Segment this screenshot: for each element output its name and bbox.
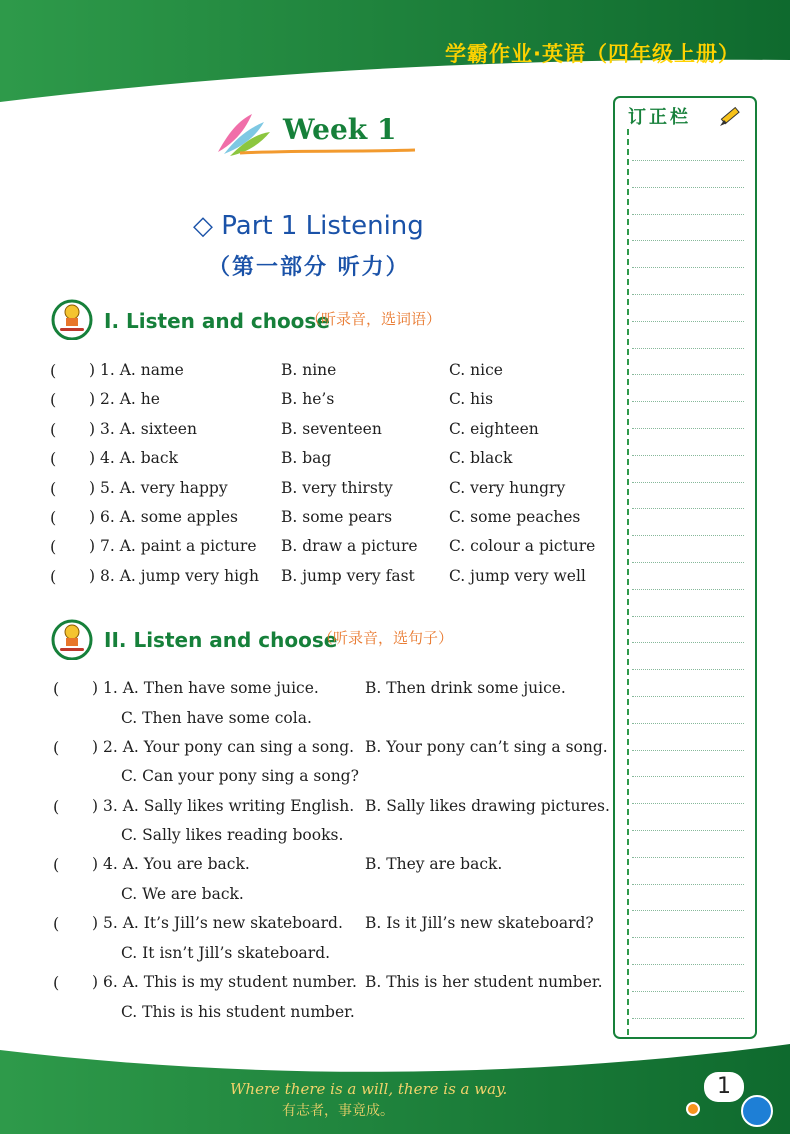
- question-option-b: B. some pears: [281, 508, 393, 526]
- section-2-title: II. Listen and choose: [104, 628, 338, 652]
- correction-line: [632, 160, 744, 161]
- correction-line: [632, 830, 744, 831]
- question-option-b: B. Then drink some juice.: [365, 679, 566, 697]
- correction-line: [632, 616, 744, 617]
- question-option-a: ) 6. A. some apples: [89, 508, 238, 526]
- correction-line: [632, 884, 744, 885]
- section-1-subtitle: （听录音，选词语）: [306, 310, 442, 328]
- correction-label: 订正栏: [628, 107, 691, 128]
- skateboard-kid-icon: [50, 296, 94, 340]
- answer-bracket-open: (: [50, 567, 57, 586]
- correction-line: [632, 214, 744, 215]
- question-option-a: ) 2. A. he: [89, 390, 160, 408]
- question-option-b: B. seventeen: [281, 420, 382, 438]
- section-1-title: I. Listen and choose: [104, 309, 330, 333]
- correction-line: [632, 723, 744, 724]
- question-option-c: C. nice: [449, 361, 503, 379]
- correction-line: [632, 857, 744, 858]
- question-option-c: C. very hungry: [449, 479, 566, 497]
- motto-english: Where there is a will, there is a way.: [230, 1080, 508, 1098]
- question-option-b: B. he’s: [281, 390, 335, 408]
- correction-line: [632, 589, 744, 590]
- correction-line: [632, 482, 744, 483]
- correction-line: [632, 696, 744, 697]
- correction-line: [632, 964, 744, 965]
- answer-bracket-open: (: [50, 479, 57, 498]
- question-option-b: B. draw a picture: [281, 537, 418, 555]
- answer-bracket-open: (: [50, 537, 57, 556]
- answer-bracket-open: (: [50, 390, 57, 409]
- question-option-a: ) 5. A. very happy: [89, 479, 228, 497]
- correction-line: [632, 321, 744, 322]
- correction-line: [632, 348, 744, 349]
- answer-bracket-open: (: [53, 797, 60, 816]
- question-option-b: B. They are back.: [365, 855, 503, 873]
- correction-line: [632, 669, 744, 670]
- correction-line: [632, 508, 744, 509]
- skateboard-kid-icon: [50, 616, 94, 660]
- question-option-b: B. bag: [281, 449, 332, 467]
- answer-bracket-open: (: [53, 855, 60, 874]
- question-option-a: ) 8. A. jump very high: [89, 567, 259, 585]
- correction-line: [632, 776, 744, 777]
- correction-line: [632, 187, 744, 188]
- correction-line: [632, 750, 744, 751]
- question-option-c: C. eighteen: [449, 420, 539, 438]
- answer-bracket-open: (: [50, 420, 57, 439]
- correction-line: [632, 267, 744, 268]
- question-option-a: ) 4. A. You are back.: [92, 855, 250, 873]
- question-option-c: C. Can your pony sing a song?: [121, 767, 359, 785]
- motto-chinese: 有志者，事竟成。: [282, 1103, 394, 1119]
- answer-bracket-open: (: [50, 361, 57, 380]
- question-option-a: ) 3. A. Sally likes writing English.: [92, 797, 355, 815]
- answer-bracket-open: (: [53, 973, 60, 992]
- question-option-a: ) 5. A. It’s Jill’s new skateboard.: [92, 914, 343, 932]
- question-option-a: ) 4. A. back: [89, 449, 178, 467]
- question-option-a: ) 1. A. Then have some juice.: [92, 679, 319, 697]
- question-option-b: B. This is her student number.: [365, 973, 603, 991]
- question-option-c: C. We are back.: [121, 885, 244, 903]
- pencil-icon: [717, 100, 745, 128]
- correction-panel: [612, 95, 758, 1040]
- dot-decoration: [686, 1102, 700, 1116]
- correction-line: [632, 428, 744, 429]
- question-option-b: B. Sally likes drawing pictures.: [365, 797, 610, 815]
- correction-line: [632, 937, 744, 938]
- question-option-c: C. jump very well: [449, 567, 586, 585]
- question-option-c: C. black: [449, 449, 513, 467]
- correction-line: [632, 535, 744, 536]
- correction-line: [632, 401, 744, 402]
- question-option-a: ) 1. A. name: [89, 361, 184, 379]
- question-option-c: C. Sally likes reading books.: [121, 826, 344, 844]
- question-option-b: B. nine: [281, 361, 337, 379]
- question-option-c: C. his: [449, 390, 494, 408]
- correction-line: [632, 991, 744, 992]
- question-option-a: ) 6. A. This is my student number.: [92, 973, 357, 991]
- question-option-c: C. some peaches: [449, 508, 581, 526]
- correction-line: [632, 240, 744, 241]
- correction-line: [632, 374, 744, 375]
- correction-line: [632, 642, 744, 643]
- question-option-a: ) 7. A. paint a picture: [89, 537, 257, 555]
- question-option-b: B. Is it Jill’s new skateboard?: [365, 914, 594, 932]
- page-number: 1: [704, 1072, 744, 1102]
- question-option-c: C. Then have some cola.: [121, 709, 312, 727]
- correction-line: [632, 803, 744, 804]
- answer-bracket-open: (: [53, 914, 60, 933]
- week-title: Week 1: [283, 113, 397, 146]
- answer-bracket-open: (: [53, 679, 60, 698]
- question-option-a: ) 3. A. sixteen: [89, 420, 197, 438]
- part-title: ◇ Part 1 Listening: [193, 211, 424, 241]
- book-title: 学霸作业·英语（四年级上册）: [445, 42, 740, 66]
- answer-bracket-open: (: [53, 738, 60, 757]
- question-option-b: B. jump very fast: [281, 567, 415, 585]
- question-option-c: C. colour a picture: [449, 537, 596, 555]
- question-option-b: B. very thirsty: [281, 479, 393, 497]
- question-option-b: B. Your pony can’t sing a song.: [365, 738, 608, 756]
- part-subtitle: （第一部分 听力）: [208, 255, 410, 280]
- correction-line: [632, 294, 744, 295]
- question-option-c: C. This is his student number.: [121, 1003, 355, 1021]
- answer-bracket-open: (: [50, 449, 57, 468]
- section-2-subtitle: （听录音，选句子）: [318, 629, 454, 647]
- correction-line: [632, 455, 744, 456]
- pen-badge-icon: [741, 1095, 773, 1127]
- question-option-a: ) 2. A. Your pony can sing a song.: [92, 738, 355, 756]
- correction-line: [632, 910, 744, 911]
- answer-bracket-open: (: [50, 508, 57, 527]
- correction-line: [632, 562, 744, 563]
- question-option-c: C. It isn’t Jill’s skateboard.: [121, 944, 331, 962]
- correction-line: [632, 1018, 744, 1019]
